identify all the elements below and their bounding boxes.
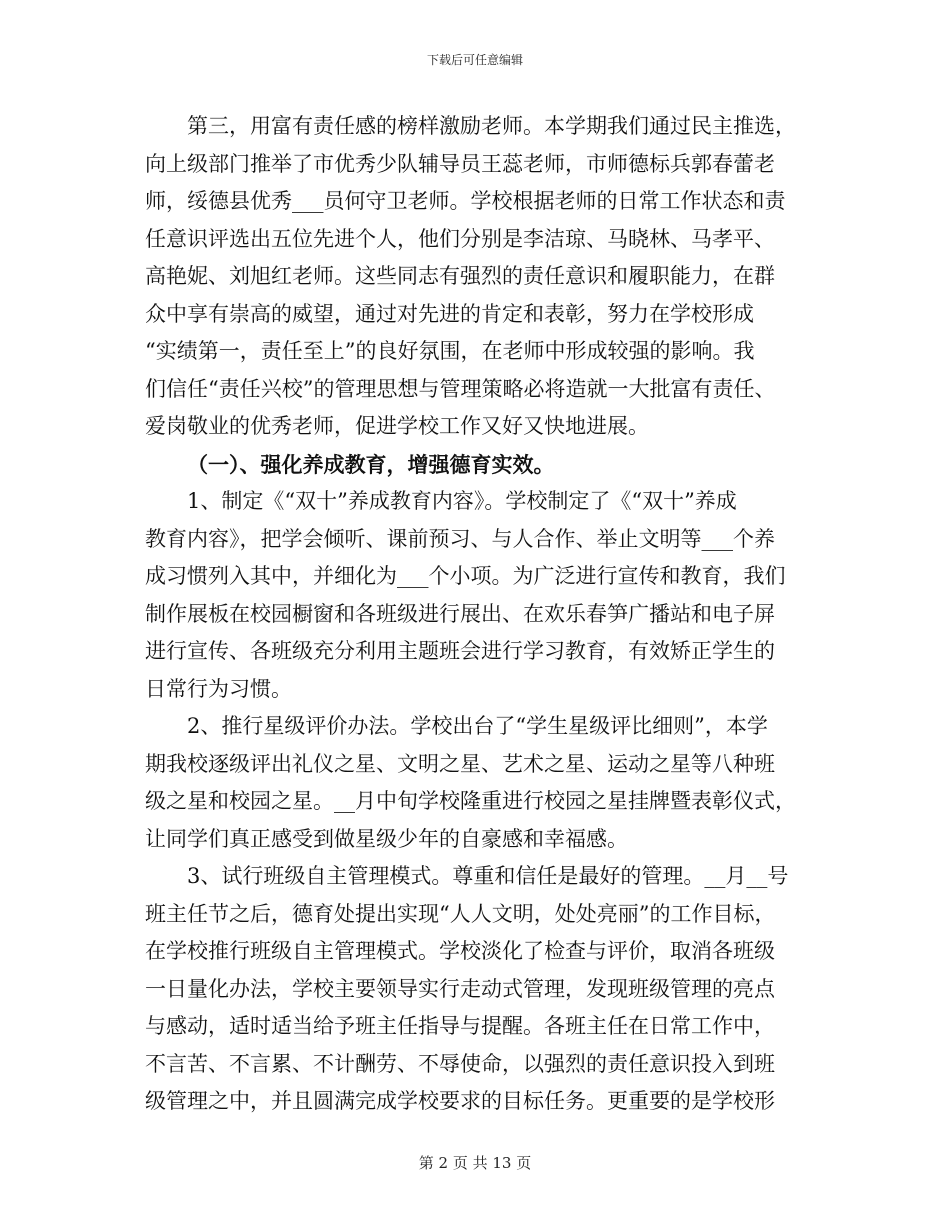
text-line: 成习惯列入其中，并细化为___个小项。为广泛进行宣传和教育，我们 [145,564,786,588]
paragraph-habits [145,483,805,708]
section-heading [145,446,805,484]
paragraph-star-rating [145,708,805,858]
text-line: 与感动，适时适当给予班主任指导与提醒。各班主任在日常工作中， [145,1014,775,1038]
heading-text: （一）、强化养成教育，增强德育实效。 [187,451,555,477]
text-line: 高艳妮、刘旭红老师。这些同志有强烈的责任意识和履职能力，在群 [145,264,775,288]
page-header: 下载后可任意编辑 [426,53,523,67]
text-line: 在学校推行班级自主管理模式。学校淡化了检查与评价，取消各班级 [145,939,775,963]
text-line: 3、试行班级自主管理模式。尊重和信任是最好的管理。__月__号 [187,864,789,888]
text-line: 师，绥德县优秀___员何守卫老师。学校根据老师的日常工作状态和责 [145,189,786,213]
text-line: 进行宣传、各班级充分利用主题班会进行学习教育，有效矫正学生的 [145,639,775,663]
document-body [145,108,805,1121]
text-line: 班主任节之后，德育处提出实现“人人文明，处处亮丽”的工作目标， [145,901,776,926]
text-line: 任意识评选出五位先进个人，他们分别是李洁琼、马晓林、马孝平、 [145,226,775,251]
text-line: 向上级部门推举了市优秀少队辅导员王蕊老师，市师德标兵郭春蕾老 [145,151,775,176]
paragraph-role-models [145,108,805,446]
text-line: 2、推行星级评价办法。学校出台了“学生星级评比细则”，本学 [187,714,768,738]
text-line: 不言苦、不言累、不计酬劳、不辱使命，以强烈的责任意识投入到班 [145,1051,775,1076]
text-line: 级之星和校园之星。__月中旬学校隆重进行校园之星挂牌暨表彰仪式， [145,789,796,813]
text-line: 众中享有崇高的威望，通过对先进的肯定和表彰，努力在学校形成 [145,301,754,326]
text-line: 级管理之中，并且圆满完成学校要求的目标任务。更重要的是学校形 [145,1089,775,1113]
paragraph-self-management [145,858,805,1121]
text-line: 日常行为习惯。 [145,676,292,701]
text-line: 一日量化办法，学校主要领导实行走动式管理，发现班级管理的亮点 [145,976,775,1001]
page-number: 第 2 页 共 13 页 [418,1154,532,1172]
text-line: “实绩第一，责任至上”的良好氛围，在老师中形成较强的影响。我 [145,339,755,363]
text-line: 1、制定《“双十”养成教育内容》。学校制定了《“双十”养成 [187,489,737,513]
text-line: 教育内容》，把学会倾听、课前预习、与人合作、举止文明等___个养 [145,526,775,551]
text-line: 期我校逐级评出礼仪之星、文明之星、艺术之星、运动之星等八种班 [145,751,775,776]
text-line: 制作展板在校园橱窗和各班级进行展出、在欢乐春笋广播站和电子屏 [145,601,775,626]
text-line: 让同学们真正感受到做星级少年的自豪感和幸福感。 [145,826,628,851]
text-line: 们信任“责任兴校”的管理思想与管理策略必将造就一大批富有责任、 [145,376,776,401]
text-line: 第三，用富有责任感的榜样激励老师。本学期我们通过民主推选， [187,114,796,138]
text-line: 爱岗敬业的优秀老师，促进学校工作又好又快地进展。 [145,414,649,438]
